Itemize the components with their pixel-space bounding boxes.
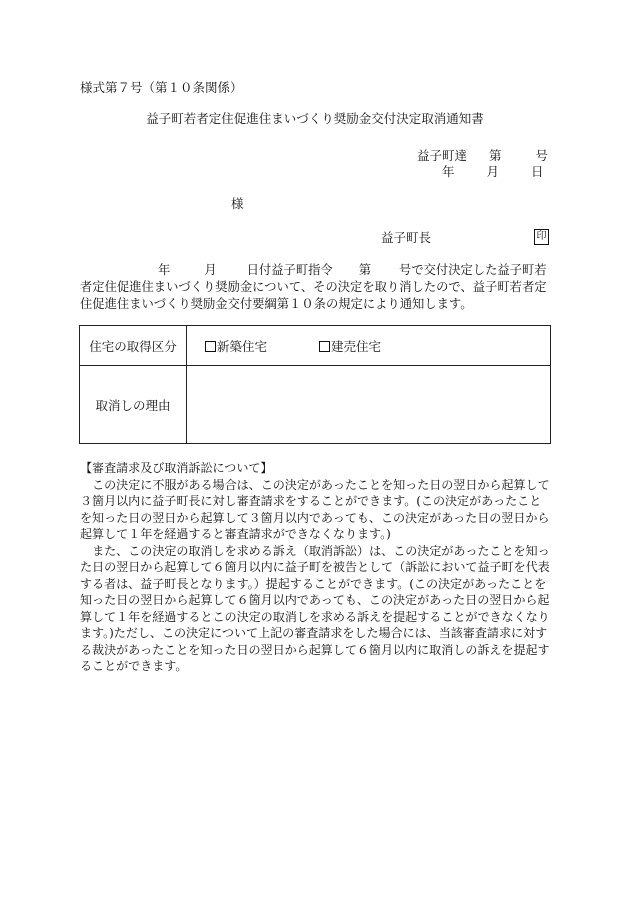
body-rest: 号で交付決定した益子町若者定住促進住まいづくり奨励金について、その決定を取り消したので、益子町若者定住促進住まいづくり奨励金交付要綱第１０条の規定により通知します。 <box>80 263 547 311</box>
seal-mark: 印 <box>534 229 549 245</box>
checkbox-new-build[interactable] <box>205 341 216 352</box>
issue-number-line <box>417 150 548 163</box>
issue-prefix: 益子町達 <box>417 148 468 163</box>
body-month: 月 <box>204 263 217 277</box>
notice-body <box>80 262 552 313</box>
body-dai: 第 <box>358 263 372 277</box>
date-line <box>442 166 544 179</box>
table-row <box>80 326 551 366</box>
checkbox-resale[interactable] <box>319 341 330 352</box>
addressee-suffix: 様 <box>231 196 244 211</box>
cancellation-reason-value <box>187 366 551 444</box>
option-resale-label: 建売住宅 <box>331 338 382 354</box>
form-number: 様式第７号（第１０条関係） <box>80 80 243 95</box>
body-year: 年 <box>158 263 171 277</box>
cancellation-reason-label: 取消しの理由 <box>80 366 187 444</box>
appeal-notice-paragraph-2: また、この決定の取消しを求める訴え（取消訴訟）は、この決定があったことを知った日の翌日から起算して６箇月以内に益子町を被告として（訴訟において益子町を代表する者は、益子町長となります。）提起することができます。(この決定があったことを知った日の翌日から起算して６箇月以内であっても、この決定があった日の翌日から起算して１年を経過するとこの決定の取消しを求める訴えを提起することができなくなります。)ただし、この決定について上記の審査請求をした場合には、当該審査請求に対する裁決があったことを知った日の翌日から起算して６箇月以内に取消しの訴えを提起することができます。 <box>80 543 550 673</box>
table-row <box>80 366 551 444</box>
option-new-build[interactable] <box>205 337 267 355</box>
option-resale[interactable] <box>319 337 381 355</box>
date-day: 日 <box>531 164 544 179</box>
info-table <box>79 325 551 444</box>
appeal-notice <box>80 460 552 675</box>
issue-go: 号 <box>535 148 549 163</box>
document-title: 益子町若者定住促進住まいづくり奨励金交付決定取消通知書 <box>146 111 484 126</box>
housing-type-label: 住宅の取得区分 <box>80 326 187 366</box>
option-new-build-label: 新築住宅 <box>217 338 268 354</box>
appeal-notice-heading: 【審査請求及び取消訴訟について】 <box>80 461 273 475</box>
date-year: 年 <box>442 164 455 179</box>
body-day-ref: 日付益子町指令 <box>246 263 333 277</box>
issue-dai: 第 <box>489 148 502 163</box>
housing-type-options <box>187 326 551 366</box>
date-month: 月 <box>486 164 500 179</box>
appeal-notice-paragraph-1: この決定に不服がある場合は、この決定があったことを知った日の翌日から起算して３箇月以内に益子町長に対し審査請求をすることができます。(この決定があったことを知った日の翌日から起算して３箇月以内であっても、この決定があった日の翌日から起算して１年を経過すると審査請求ができなくなります。) <box>80 477 550 541</box>
issuer-name: 益子町長 <box>381 230 432 245</box>
